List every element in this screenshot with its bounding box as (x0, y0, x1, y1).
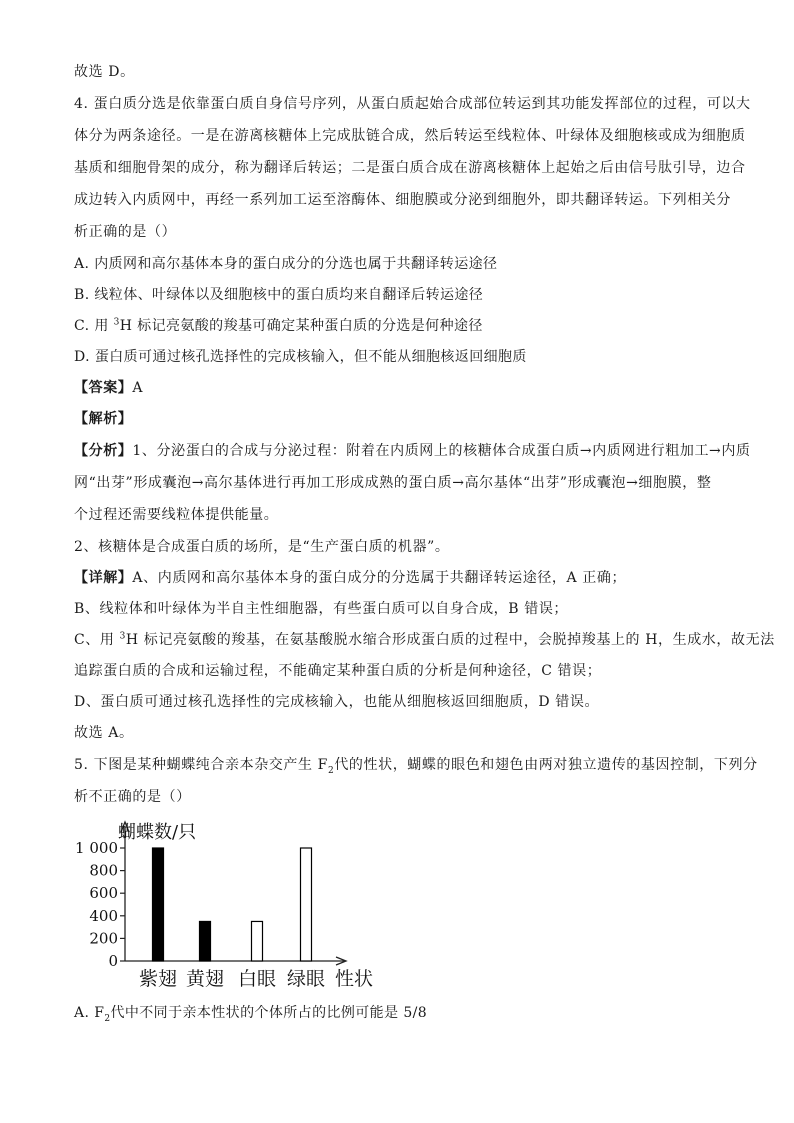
answer-value: A (132, 380, 144, 396)
y-tick-label: 1 000 (75, 839, 118, 857)
option-a-text: 代中不同于亲本性状的个体所占的比例可能是 5/8 (110, 1005, 428, 1021)
y-axis-label: 蝴蝶数/只 (118, 822, 197, 843)
option-a: A. 内质网和高尔基体本身的蛋白成分的分选也属于共翻译转运途径 (74, 256, 498, 272)
question-text: 5. 下图是某种蝴蝶纯合亲本杂交产生 F (74, 757, 328, 773)
y-tick-label: 200 (89, 929, 118, 948)
question-4-line: 成边转入内质网中，再经一系列加工运至溶酶体、细胞膜或分泌到细胞外，即共翻译转运。下列相关分 (74, 192, 731, 208)
detail-line: 故选 A。 (74, 725, 134, 741)
question-4-line: 体分为两条途径。一是在游离核糖体上完成肽链合成，然后转运至线粒体、叶绿体及细胞核或成为细胞质 (74, 128, 746, 144)
subscript: 2 (327, 765, 335, 776)
option-a-prefix: A. F (74, 1005, 105, 1021)
bar (153, 848, 164, 961)
analysis-line (74, 441, 751, 461)
detail-line: D、蛋白质可通过核孔选择性的完成核输入，也能从细胞核返回细胞质，D 错误。 (74, 694, 600, 710)
answer-tag: 【答案】 (74, 380, 133, 396)
y-tick-label: 600 (89, 884, 118, 903)
option-d: D. 蛋白质可通过核孔选择性的完成核输入，但不能从细胞核返回细胞质 (74, 349, 527, 365)
option-b: B. 线粒体、叶绿体以及细胞核中的蛋白质均来自翻译后转运途径 (74, 287, 484, 303)
y-tick-label: 400 (89, 906, 118, 925)
option-c (74, 316, 734, 336)
analysis-subtag: 【分析】 (74, 443, 133, 459)
subscript: 2 (104, 1013, 111, 1024)
option-c-prefix: C. 用 (74, 318, 114, 334)
x-tick-label: 黄翅 (185, 968, 225, 990)
detail-tag: 【详解】 (74, 570, 133, 586)
option-c-text: H 标记亮氨酸的羧基可确定某种蛋白质的分选是何种途径 (119, 318, 483, 334)
x-tick-label: 白眼 (237, 968, 277, 990)
x-tick-label: 紫翅 (138, 968, 178, 990)
analysis-text: 1、分泌蛋白的合成与分泌过程：附着在内质网上的核糖体合成蛋白质→内质网进行粗加工→内质 (132, 443, 751, 459)
bar (301, 848, 312, 961)
bar-chart (70, 818, 390, 993)
question-5-line (74, 755, 758, 776)
superscript: 3 (119, 631, 126, 642)
bar (200, 921, 211, 961)
option-a (74, 1003, 734, 1023)
question-text: 代的性状，蝴蝶的眼色和翅色由两对独立遗传的基因控制，下列分 (334, 757, 758, 773)
question-number: 4. (74, 96, 89, 112)
detail-text: H 标记亮氨酸的羧基，在氨基酸脱水缩合形成蛋白质的过程中，会脱掉羧基上的 H，生成水，故无法 (125, 632, 775, 648)
superscript: 3 (113, 317, 120, 328)
y-tick-label: 0 (108, 952, 118, 970)
analysis-line: 个过程还需要线粒体提供能量。 (74, 507, 279, 523)
question-4-line: 析正确的是（） (74, 224, 177, 240)
answer-line (74, 378, 734, 398)
detail-line (74, 630, 775, 650)
question-4-line: 基质和细胞骨架的成分，称为翻译后转运；二是蛋白质合成在游离核糖体上起始之后由信号肽引导，边合 (74, 160, 746, 176)
question-text: 蛋白质分选是依靠蛋白质自身信号序列，从蛋白质起始合成部位转运到其功能发挥部位的过程，可以大 (93, 96, 751, 112)
detail-line (74, 568, 734, 588)
detail-text: A、内质网和高尔基体本身的蛋白成分的分选属于共翻译转运途径，A 正确； (132, 570, 627, 586)
question-4-line (74, 94, 751, 114)
detail-line: 追踪蛋白质的合成和运输过程，不能确定某种蛋白质的分析是何种途径，C 错误； (74, 663, 602, 679)
x-axis-label: 性状 (335, 968, 374, 990)
detail-line: B、线粒体和叶绿体为半自主性细胞器，有些蛋白质可以自身合成，B 错误； (74, 601, 569, 617)
analysis-line: 2、核糖体是合成蛋白质的场所，是“生产蛋白质的机器”。 (74, 539, 450, 555)
y-tick-label: 800 (89, 861, 118, 880)
question-5-line: 析不正确的是（） (74, 789, 191, 805)
detail-prefix: C、用 (74, 632, 120, 648)
x-tick-label: 绿眼 (286, 968, 326, 990)
analysis-line: 网“出芽”形成囊泡→高尔基体进行再加工形成成熟的蛋白质→高尔基体“出芽”形成囊泡→细胞膜，整 (74, 475, 712, 491)
text-line: 故选 D。 (74, 64, 135, 80)
bar (252, 921, 263, 961)
analysis-tag: 【解析】 (74, 411, 133, 427)
